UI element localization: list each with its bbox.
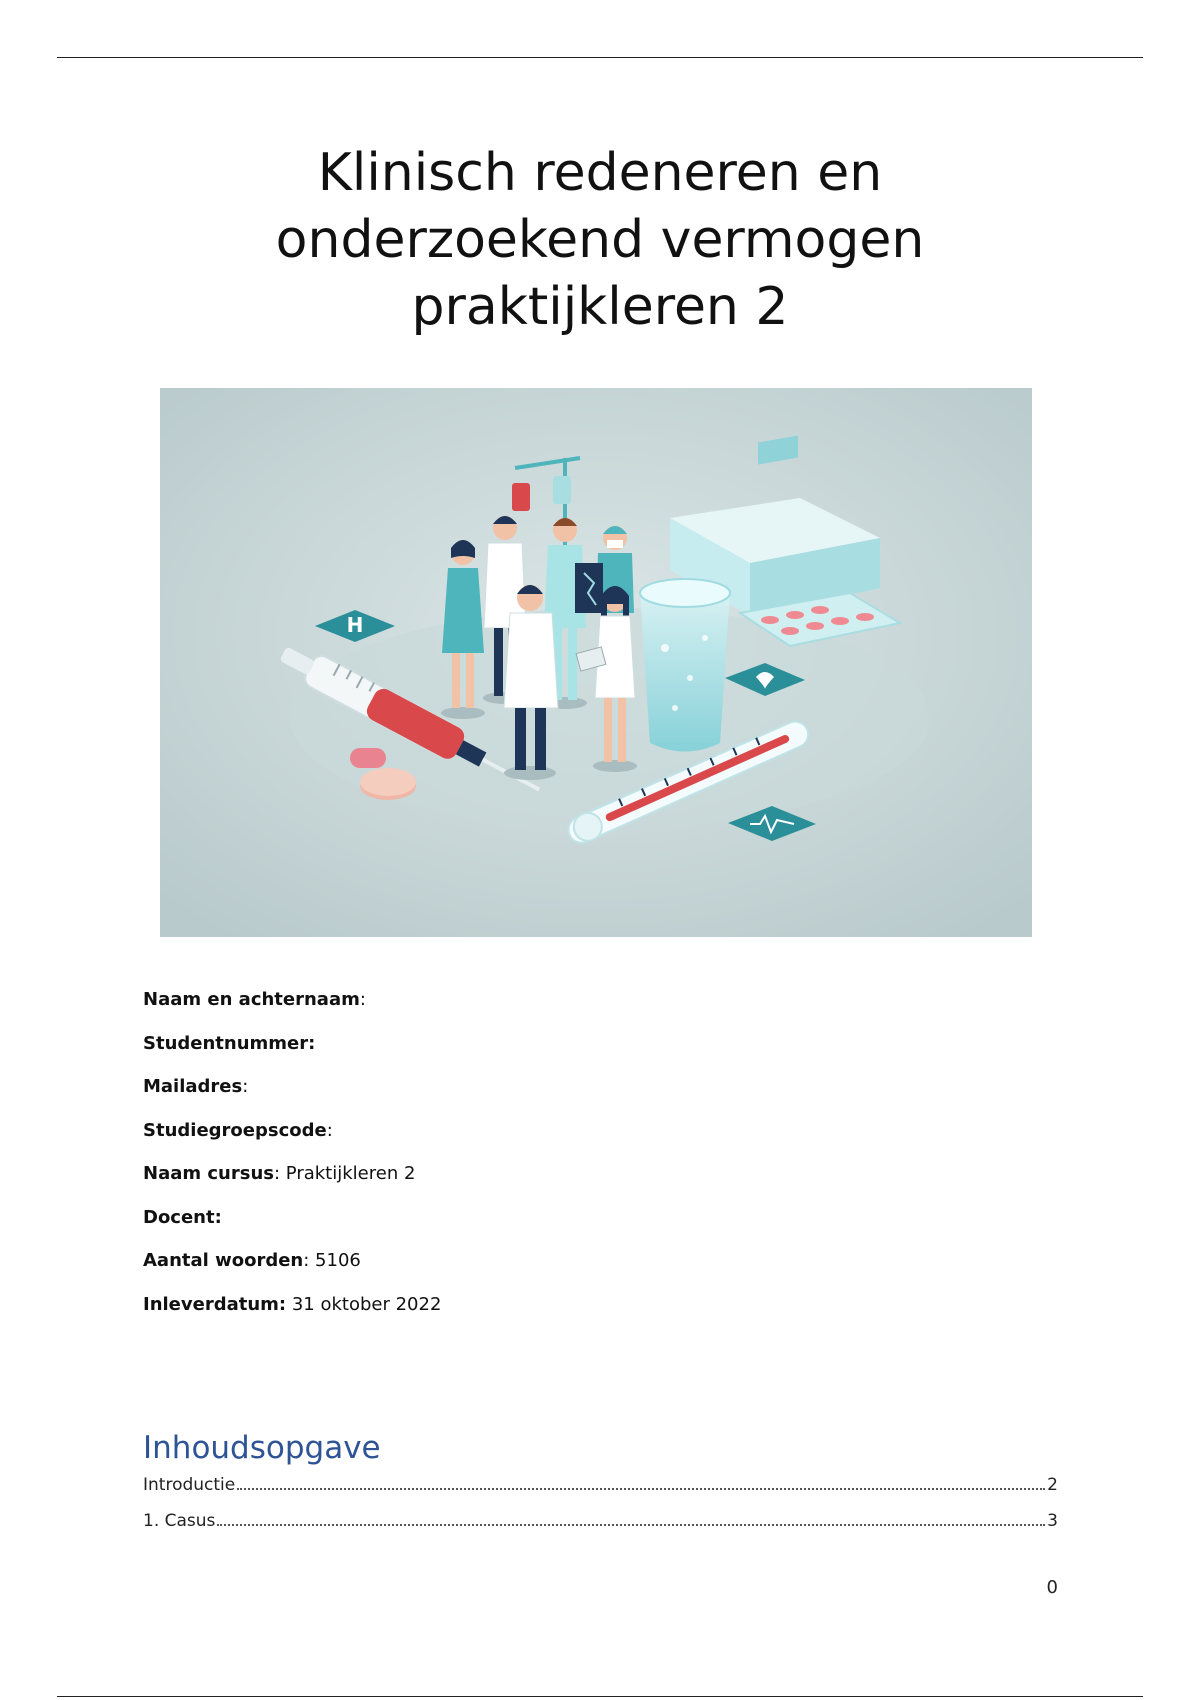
table-of-contents — [143, 1428, 1058, 1546]
top-border-line — [57, 57, 1143, 58]
field-email — [143, 1076, 1043, 1120]
medical-team-illustration-icon — [160, 388, 1032, 937]
field-name-label: Naam en achternaam — [143, 989, 360, 1010]
title-line-1: Klinisch redeneren en — [317, 143, 883, 203]
toc-dot-leader — [237, 1488, 1045, 1490]
field-word-count-separator: : — [303, 1250, 310, 1271]
field-teacher — [143, 1207, 1043, 1251]
student-info-fields — [143, 989, 1043, 1337]
document-title — [150, 140, 1050, 341]
cover-illustration — [160, 388, 1032, 937]
field-group-code-separator: : — [326, 1119, 333, 1141]
toc-entry-casus[interactable] — [143, 1510, 1058, 1546]
field-course-label: Naam cursus — [143, 1163, 274, 1184]
title-line-3: praktijkleren 2 — [411, 277, 789, 337]
field-due-date-value: 31 oktober 2022 — [286, 1293, 442, 1315]
field-word-count — [143, 1250, 1043, 1294]
title-line-2: onderzoekend vermogen — [275, 210, 925, 270]
field-course-separator: : — [273, 1163, 281, 1184]
field-name-separator: : — [359, 989, 366, 1010]
field-course — [143, 1163, 1043, 1207]
field-student-number-label: Studentnummer: — [143, 1032, 316, 1054]
field-word-count-label: Aantal woorden — [143, 1250, 304, 1271]
field-email-separator: : — [242, 1076, 249, 1097]
toc-entry-page: 3 — [1047, 1511, 1058, 1531]
toc-heading: Inhoudsopgave — [143, 1430, 381, 1466]
bottom-border-line — [57, 1696, 1143, 1697]
field-course-value: Praktijkleren 2 — [280, 1163, 416, 1184]
toc-entry-introductie[interactable] — [143, 1474, 1058, 1510]
field-email-label: Mailadres — [143, 1076, 243, 1097]
field-group-code-label: Studiegroepscode — [143, 1119, 327, 1141]
toc-entry-title: Introductie — [143, 1475, 236, 1495]
page-number: 0 — [1046, 1577, 1058, 1598]
field-word-count-value: 5106 — [309, 1250, 361, 1271]
field-teacher-label: Docent: — [143, 1206, 222, 1228]
field-group-code — [143, 1120, 1043, 1164]
field-name — [143, 989, 1043, 1033]
svg-text:H: H — [346, 613, 364, 637]
field-due-date — [143, 1294, 1043, 1338]
field-student-number — [143, 1033, 1043, 1077]
field-due-date-label: Inleverdatum: — [143, 1293, 287, 1315]
toc-dot-leader — [217, 1524, 1045, 1526]
toc-entry-title: 1. Casus — [143, 1511, 216, 1531]
toc-entry-page: 2 — [1047, 1475, 1058, 1495]
